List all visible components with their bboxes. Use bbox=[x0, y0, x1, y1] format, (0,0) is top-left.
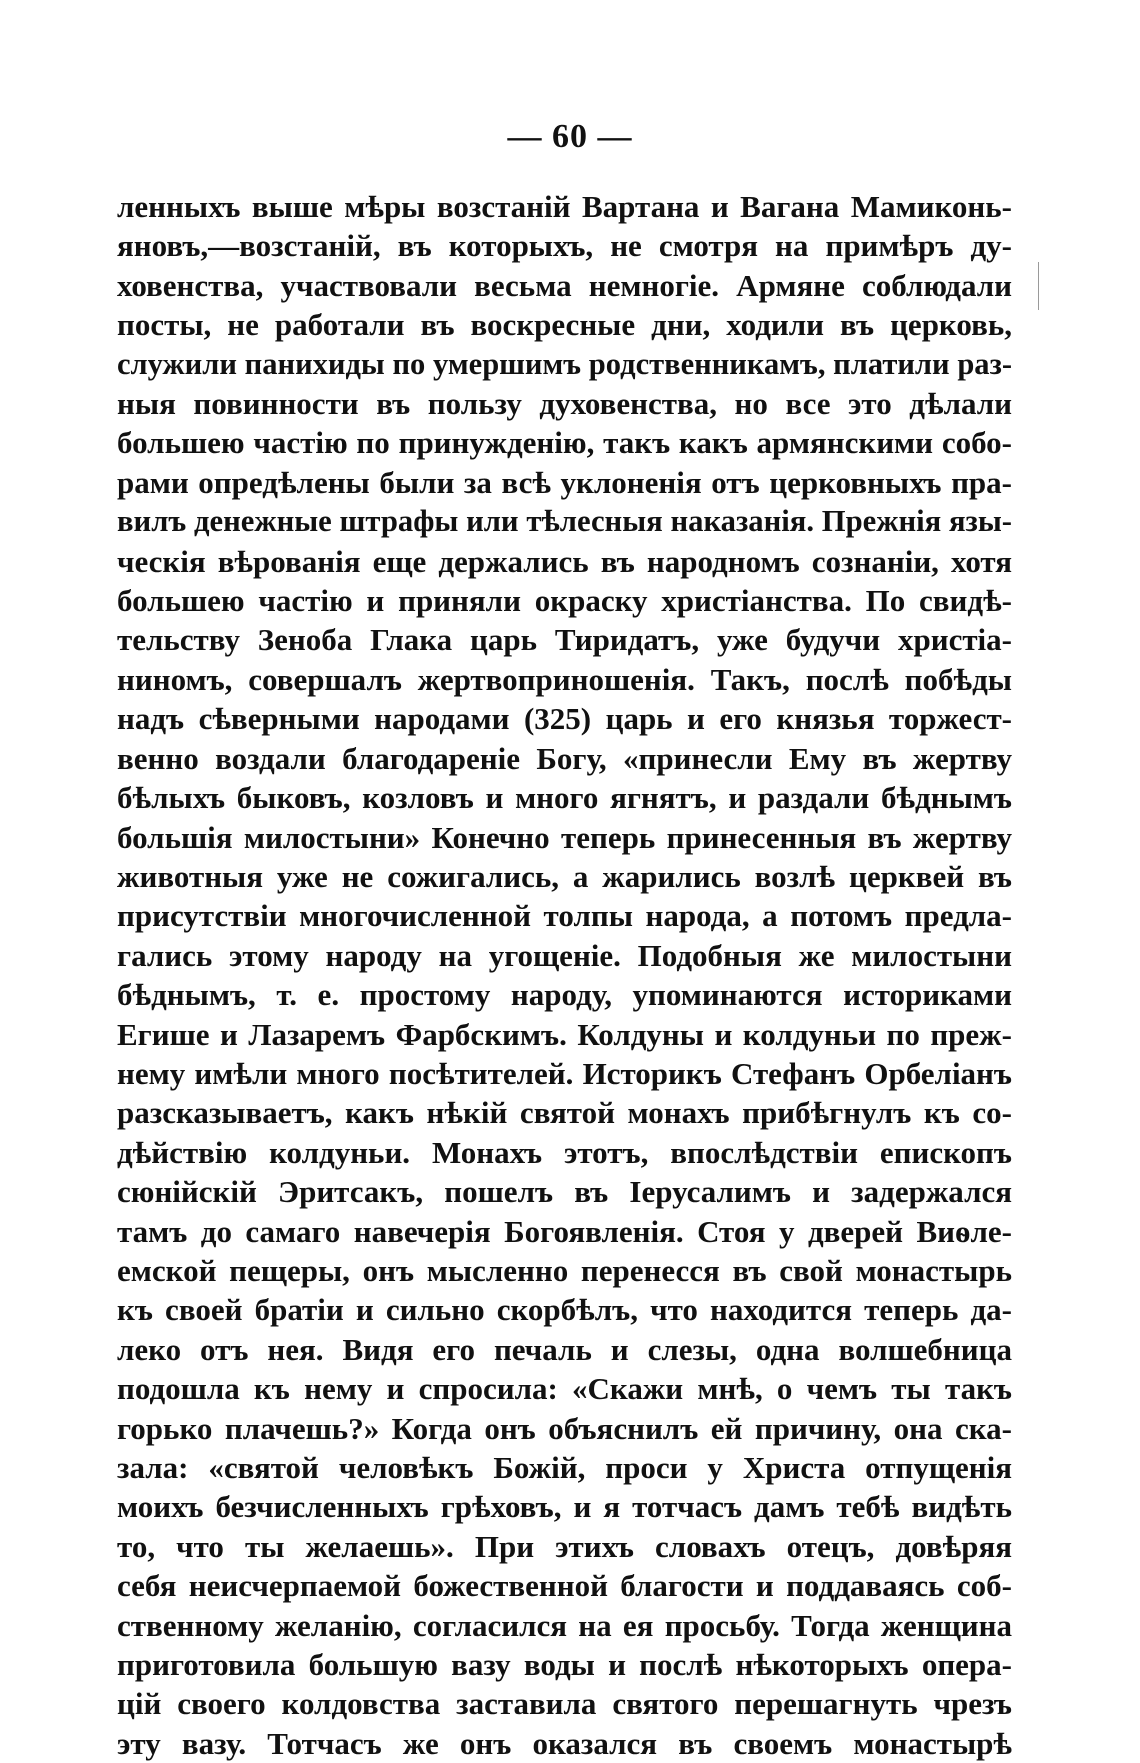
text-line: бѣлыхъ быковъ, козловъ и много ягнятъ, и раздали бѣднымъ bbox=[117, 780, 1012, 816]
text-line: нему имѣли много посѣтителей. Историкъ Стефанъ Орбеліанъ bbox=[117, 1055, 1012, 1091]
text-line: моихъ безчисленныхъ грѣховъ, и я тотчасъ дамъ тебѣ видѣть bbox=[117, 1489, 1012, 1525]
text-line: ныя повинности въ пользу духовенства, но все это дѣлали bbox=[117, 386, 1012, 422]
text-line: животныя уже не сожигались, а жарились возлѣ церквей въ bbox=[117, 858, 1012, 894]
text-line: къ своей братіи и сильно скорбѣлъ, что находится теперь да- bbox=[117, 1292, 1012, 1328]
text-line: цій своего колдовства заставила святого перешагнуть чрезъ bbox=[117, 1686, 1012, 1722]
margin-mark bbox=[1038, 262, 1039, 310]
text-line: подошла къ нему и спросила: «Скажи мнѣ, о чемъ ты такъ bbox=[117, 1371, 1012, 1407]
text-line: ниномъ, совершалъ жертвоприношенія. Такъ, послѣ побѣды bbox=[117, 661, 1012, 697]
text-line: тамъ до самаго навечерія Богоявленія. Стоя у дверей Виѳле- bbox=[117, 1213, 1012, 1249]
text-line: рами опредѣлены были за всѣ уклоненія отъ церковныхъ пра- bbox=[117, 464, 1012, 500]
text-line: присутствіи многочисленной толпы народа, а потомъ предла- bbox=[117, 898, 1012, 934]
text-line: леко отъ нея. Видя его печаль и слезы, одна волшебница bbox=[117, 1331, 1012, 1367]
text-line: ленныхъ выше мѣры возстаній Вартана и Вагана Мамиконь- bbox=[117, 189, 1012, 224]
text-line: емской пещеры, онъ мысленно перенесся въ свой монастырь bbox=[117, 1252, 1012, 1288]
text-line: ческія вѣрованія еще держались въ народномъ сознаніи, хотя bbox=[117, 543, 1012, 579]
text-line: большею частію и приняли окраску христіанства. По свидѣ- bbox=[117, 583, 1012, 619]
text-line: большею частію по принужденію, такъ какъ армянскими собо- bbox=[117, 425, 1012, 461]
text-line: эту вазу. Тотчасъ же онъ оказался въ своемъ монастырѣ bbox=[117, 1725, 1012, 1761]
text-line: тельству Зеноба Глака царь Тиридатъ, уже будучи христіа- bbox=[117, 622, 1012, 658]
text-line: себя неисчерпаемой божественной благости и поддаваясь соб- bbox=[117, 1568, 1012, 1604]
body-text bbox=[117, 187, 1012, 1763]
text-line: дѣйствію колдуньи. Монахъ этотъ, впослѣдствіи епископъ bbox=[117, 1134, 1012, 1170]
text-line: вилъ денежные штрафы или тѣлесныя наказанія. Прежнія язы- bbox=[117, 504, 1012, 539]
text-line: посты, не работали въ воскресные дни, ходили въ церковь, bbox=[117, 307, 1012, 343]
text-line: служили панихиды по умершимъ родственникамъ, платили раз- bbox=[117, 346, 1012, 381]
text-line: венно воздали благодареніе Богу, «принесли Ему въ жертву bbox=[117, 740, 1012, 776]
text-line: яновъ,—возстаній, въ которыхъ, не смотря на примѣръ ду- bbox=[117, 228, 1012, 264]
text-line: гались этому народу на угощеніе. Подобныя же милостыни bbox=[117, 937, 1012, 973]
text-line: приготовила большую вазу воды и послѣ нѣкоторыхъ опера- bbox=[117, 1647, 1012, 1683]
text-line: большія милостыни» Конечно теперь принесенныя въ жертву bbox=[117, 819, 1012, 855]
text-line: надъ сѣверными народами (325) царь и его князья торжест- bbox=[117, 701, 1012, 737]
page-number: — 60 — bbox=[507, 118, 633, 155]
text-line: сюнійскій Эритсакъ, пошелъ въ Іерусалимъ и задержался bbox=[117, 1174, 1012, 1210]
text-line: бѣднымъ, т. е. простому народу, упоминаются историками bbox=[117, 977, 1012, 1013]
text-line: ховенства, участвовали весьма немногіе. Армяне соблюдали bbox=[117, 267, 1012, 303]
text-line: разсказываетъ, какъ нѣкій святой монахъ прибѣгнулъ къ со- bbox=[117, 1095, 1012, 1131]
text-line: Егише и Лазаремъ Фарбскимъ. Колдуны и колдуньи по преж- bbox=[117, 1016, 1012, 1052]
text-line: зала: «святой человѣкъ Божій, проси у Христа отпущенія bbox=[117, 1450, 1012, 1485]
text-line: ственному желанію, согласился на ея просьбу. Тогда женщина bbox=[117, 1607, 1012, 1643]
text-line: горько плачешь?» Когда онъ объяснилъ ей причину, она ска- bbox=[117, 1410, 1012, 1446]
text-line: то, что ты желаешь». При этихъ словахъ отецъ, довѣряя bbox=[117, 1528, 1012, 1564]
